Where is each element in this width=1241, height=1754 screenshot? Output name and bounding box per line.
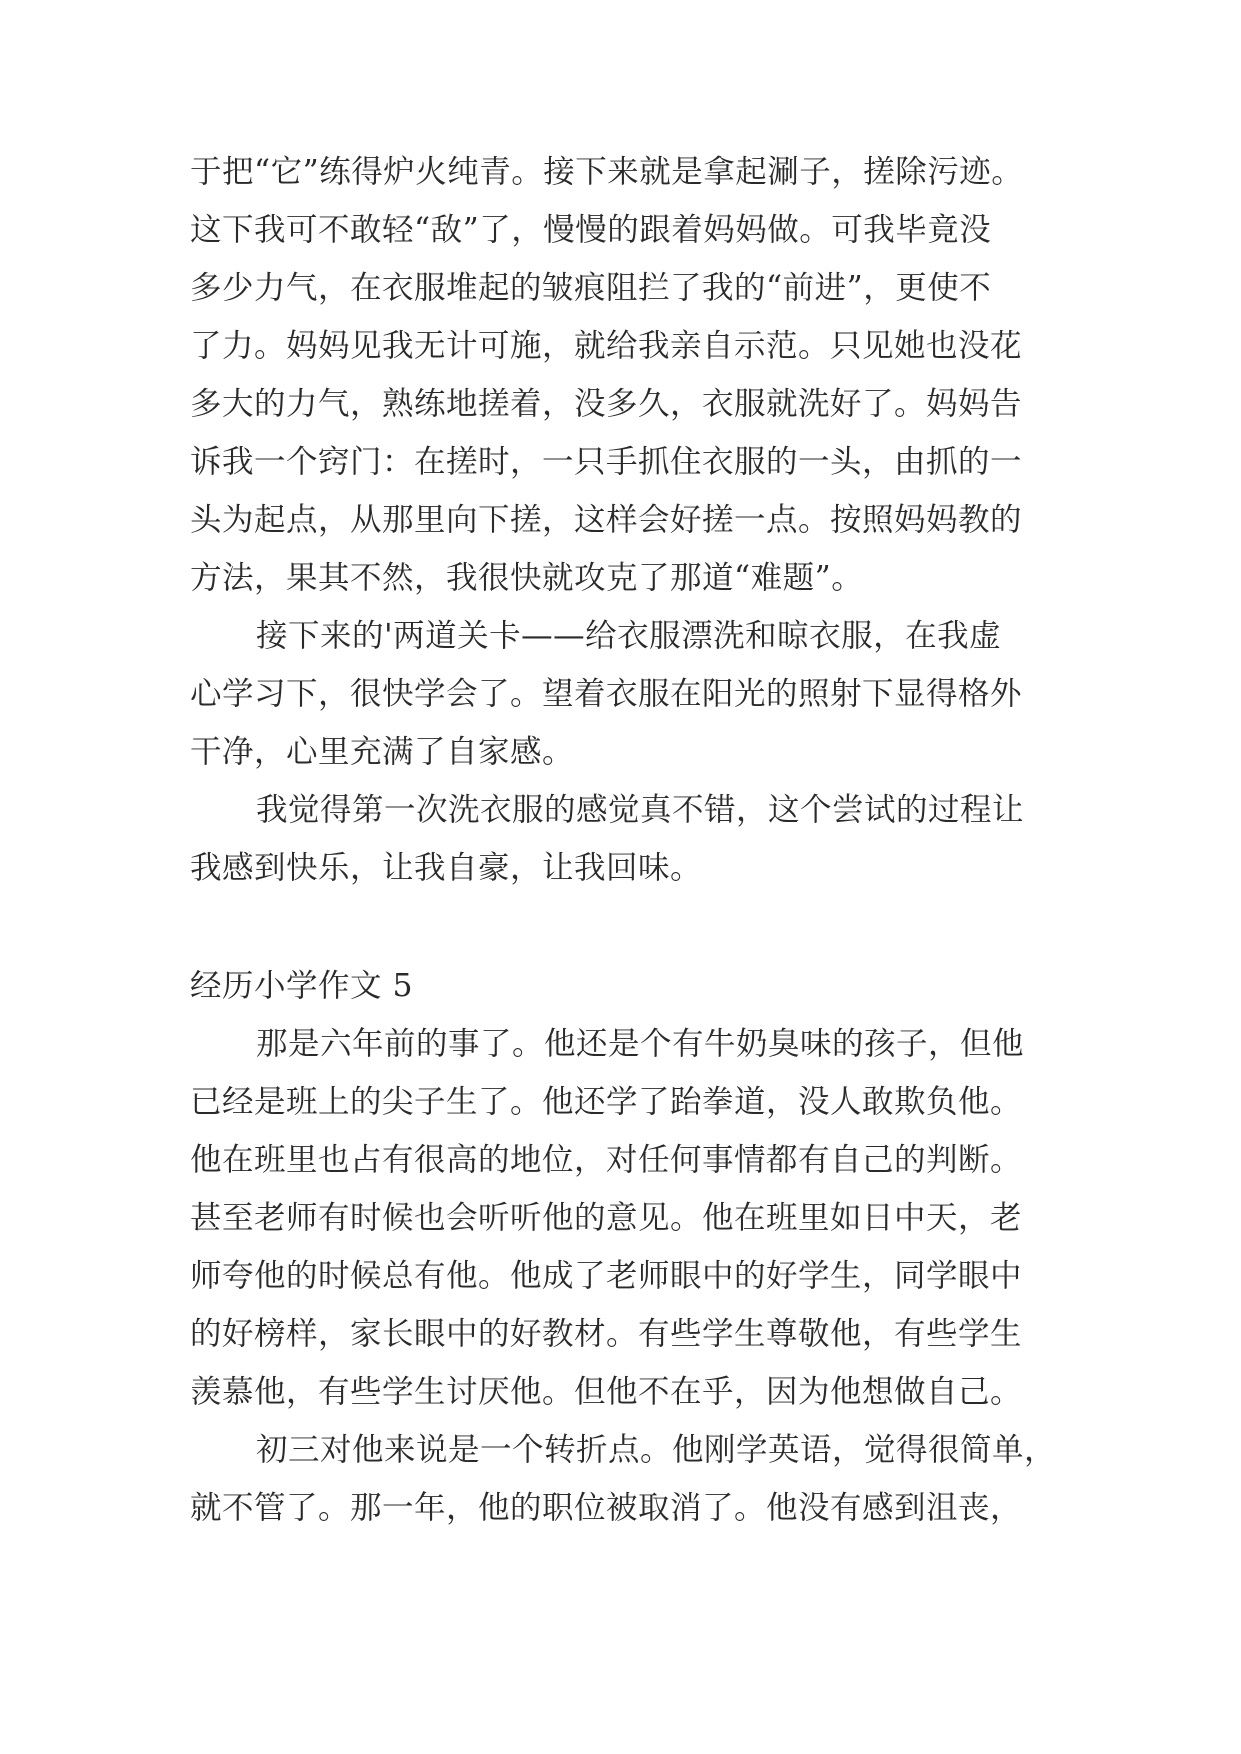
text-line: 多大的力气，熟练地搓着，没多久，衣服就洗好了。妈妈告: [190, 386, 1023, 422]
paragraph-start-line: 我觉得第一次洗衣服的感觉真不错，这个尝试的过程让: [256, 792, 1025, 828]
text-line: 已经是班上的尖子生了。他还学了跆拳道，没人敢欺负他。: [190, 1084, 1023, 1120]
text-line: 诉我一个窍门：在搓时，一只手抓住衣服的一头，由抓的一: [190, 444, 1023, 480]
text-line: 心学习下，很快学会了。望着衣服在阳光的照射下显得格外: [190, 676, 1023, 712]
paragraph-start-line: 那是六年前的事了。他还是个有牛奶臭味的孩子，但他: [256, 1026, 1025, 1062]
text-line: 羡慕他，有些学生讨厌他。但他不在乎，因为他想做自己。: [190, 1374, 1023, 1410]
text-line: 这下我可不敢轻“敌”了，慢慢的跟着妈妈做。可我毕竟没: [190, 212, 992, 248]
text-line: 于把“它”练得炉火纯青。接下来就是拿起涮子，搓除污迹。: [190, 154, 1024, 190]
text-line: 了力。妈妈见我无计可施，就给我亲自示范。只见她也没花: [190, 328, 1023, 364]
text-line: 师夸他的时候总有他。他成了老师眼中的好学生，同学眼中: [190, 1258, 1023, 1294]
text-line: 头为起点，从那里向下搓，这样会好搓一点。按照妈妈教的: [190, 502, 1023, 538]
text-line: 我感到快乐，让我自豪，让我回味。: [190, 850, 703, 886]
text-line: 多少力气，在衣服堆起的皱痕阻拦了我的“前进”，更使不: [190, 270, 992, 306]
text-line: 干净，心里充满了自家感。: [190, 734, 575, 770]
text-line: 他在班里也占有很高的地位，对任何事情都有自己的判断。: [190, 1142, 1023, 1178]
text-line: 甚至老师有时候也会听听他的意见。他在班里如日中天，老: [190, 1200, 1023, 1236]
section-title: 经历小学作文 5: [190, 968, 414, 1004]
paragraph-start-line: 接下来的'两道关卡——给衣服漂洗和晾衣服，在我虚: [256, 618, 1002, 654]
paragraph-start-line: 初三对他来说是一个转折点。他刚学英语，觉得很简单，: [256, 1432, 1057, 1468]
text-line: 方法，果其不然，我很快就攻克了那道“难题”。: [190, 560, 864, 596]
text-line: 就不管了。那一年，他的职位被取消了。他没有感到沮丧，: [190, 1490, 1023, 1526]
text-line: 的好榜样，家长眼中的好教材。有些学生尊敬他，有些学生: [190, 1316, 1023, 1352]
